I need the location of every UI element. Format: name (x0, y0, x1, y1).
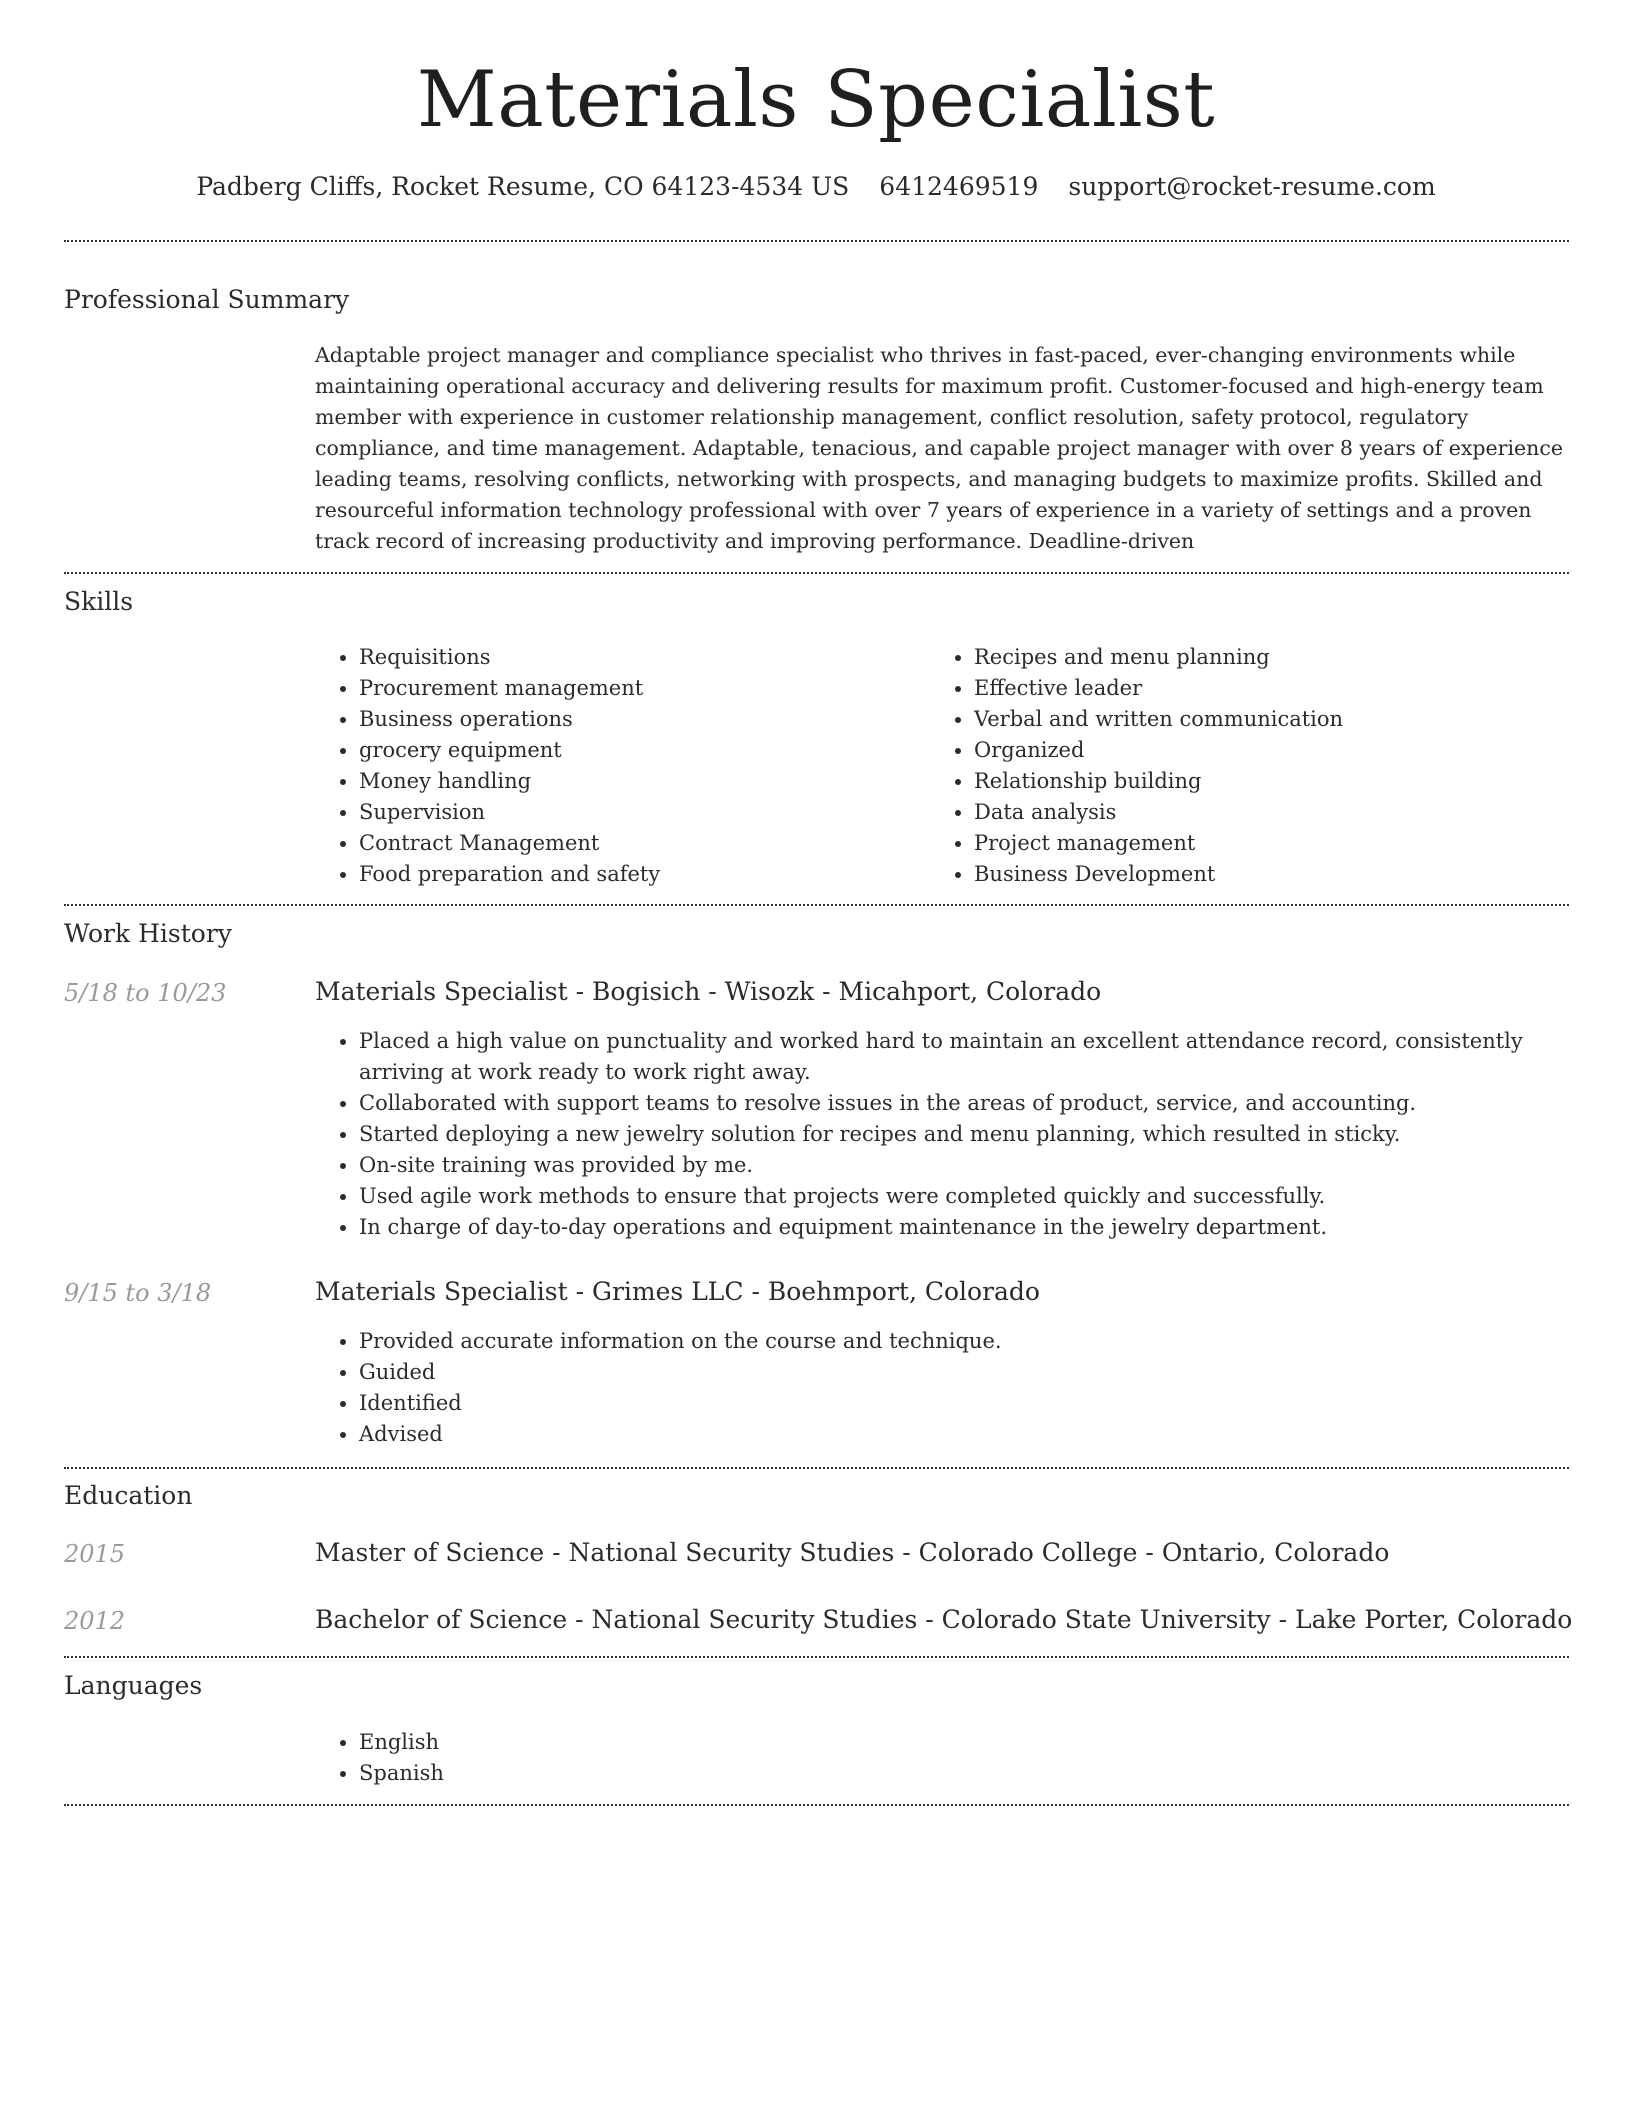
job-bullet: • Advised (359, 1419, 1609, 1450)
job-heading: Materials Specialist - Bogisich - Wisozk - Micahport, Colorado (315, 977, 1102, 1006)
skill-item: • Requisitions (359, 642, 919, 673)
section-title-work-history: Work History (64, 919, 232, 948)
education-heading: Bachelor of Science - National Security Studies - Colorado State University - Lake Porter, Colorado (315, 1605, 1573, 1634)
contact-email[interactable]: support@rocket-resume.com (1068, 172, 1436, 201)
skill-item: • Organized (974, 735, 1604, 766)
job-bullets (315, 1026, 1609, 1243)
education-heading: Master of Science - National Security Studies - Colorado College - Ontario, Colorado (315, 1538, 1390, 1567)
job-bullet: • Identified (359, 1388, 1609, 1419)
section-title-skills: Skills (64, 587, 134, 616)
divider (64, 240, 1569, 242)
skill-item: • Business Development (974, 859, 1604, 890)
contact-address: Padberg Cliffs, Rocket Resume, CO 64123-4534 US (196, 172, 850, 201)
education-year: 2012 (64, 1607, 126, 1635)
job-bullet: • On-site training was provided by me. (359, 1150, 1609, 1181)
skills-list-left (315, 642, 919, 890)
job-dates: 9/15 to 3/18 (64, 1279, 212, 1307)
language-item: • English (359, 1727, 919, 1758)
skill-item: • Contract Management (359, 828, 919, 859)
skill-item: • Procurement management (359, 673, 919, 704)
divider (64, 904, 1569, 906)
summary-text: Adaptable project manager and compliance specialist who thrives in fast-paced, ever-changing environments while maintaining operational accuracy and delivering results for maximum profit. Customer-focused and high-energy team member with experience in customer relationship management, conflict resolution, safety protocol, regulatory compliance, and time management. Adaptable, tenacious, and capable project manager with over 8 years of experience leading teams, resolving conflicts, networking with prospects, and managing budgets to maximize profits. Skilled and resourceful information technology professional with over 7 years of experience in a variety of settings and a proven track record of increasing productivity and improving performance. Deadline-driven (315, 343, 1563, 553)
languages-list (315, 1727, 919, 1789)
job-bullet: • In charge of day-to-day operations and equipment maintenance in the jewelry department. (359, 1212, 1609, 1243)
resume-header (0, 0, 1632, 204)
skill-item: • Recipes and menu planning (974, 642, 1604, 673)
divider (64, 1804, 1569, 1806)
section-title-summary: Professional Summary (64, 285, 350, 314)
skill-item: • Project management (974, 828, 1604, 859)
job-bullet: • Used agile work methods to ensure that projects were completed quickly and successfully. (359, 1181, 1609, 1212)
contact-line (0, 170, 1632, 204)
section-title-education: Education (64, 1481, 193, 1510)
job-bullet: • Collaborated with support teams to resolve issues in the areas of product, service, and accounting. (359, 1088, 1609, 1119)
job-bullet: • Started deploying a new jewelry solution for recipes and menu planning, which resulted in sticky. (359, 1119, 1609, 1150)
job-bullet: • Provided accurate information on the course and technique. (359, 1326, 1609, 1357)
language-item: • Spanish (359, 1758, 919, 1789)
candidate-name: Materials Specialist (416, 55, 1216, 145)
job-dates: 5/18 to 10/23 (64, 979, 227, 1007)
skills-list-right (930, 642, 1604, 890)
skill-item: • Money handling (359, 766, 919, 797)
skill-item: • Data analysis (974, 797, 1604, 828)
divider (64, 572, 1569, 574)
skill-item: • Relationship building (974, 766, 1604, 797)
job-bullet: • Placed a high value on punctuality and worked hard to maintain an excellent attendance record, consistently arriving at work ready to work right away. (359, 1026, 1609, 1088)
contact-phone: 6412469519 (879, 172, 1039, 201)
skill-item: • grocery equipment (359, 735, 919, 766)
skill-item: • Effective leader (974, 673, 1604, 704)
skill-item: • Verbal and written communication (974, 704, 1604, 735)
job-bullets (315, 1326, 1609, 1450)
skill-item: • Supervision (359, 797, 919, 828)
education-year: 2015 (64, 1540, 126, 1568)
skill-item: • Food preparation and safety (359, 859, 919, 890)
section-title-languages: Languages (64, 1671, 203, 1700)
divider (64, 1467, 1569, 1469)
divider (64, 1656, 1569, 1658)
job-bullet: • Guided (359, 1357, 1609, 1388)
job-heading: Materials Specialist - Grimes LLC - Boehmport, Colorado (315, 1277, 1040, 1306)
skill-item: • Business operations (359, 704, 919, 735)
